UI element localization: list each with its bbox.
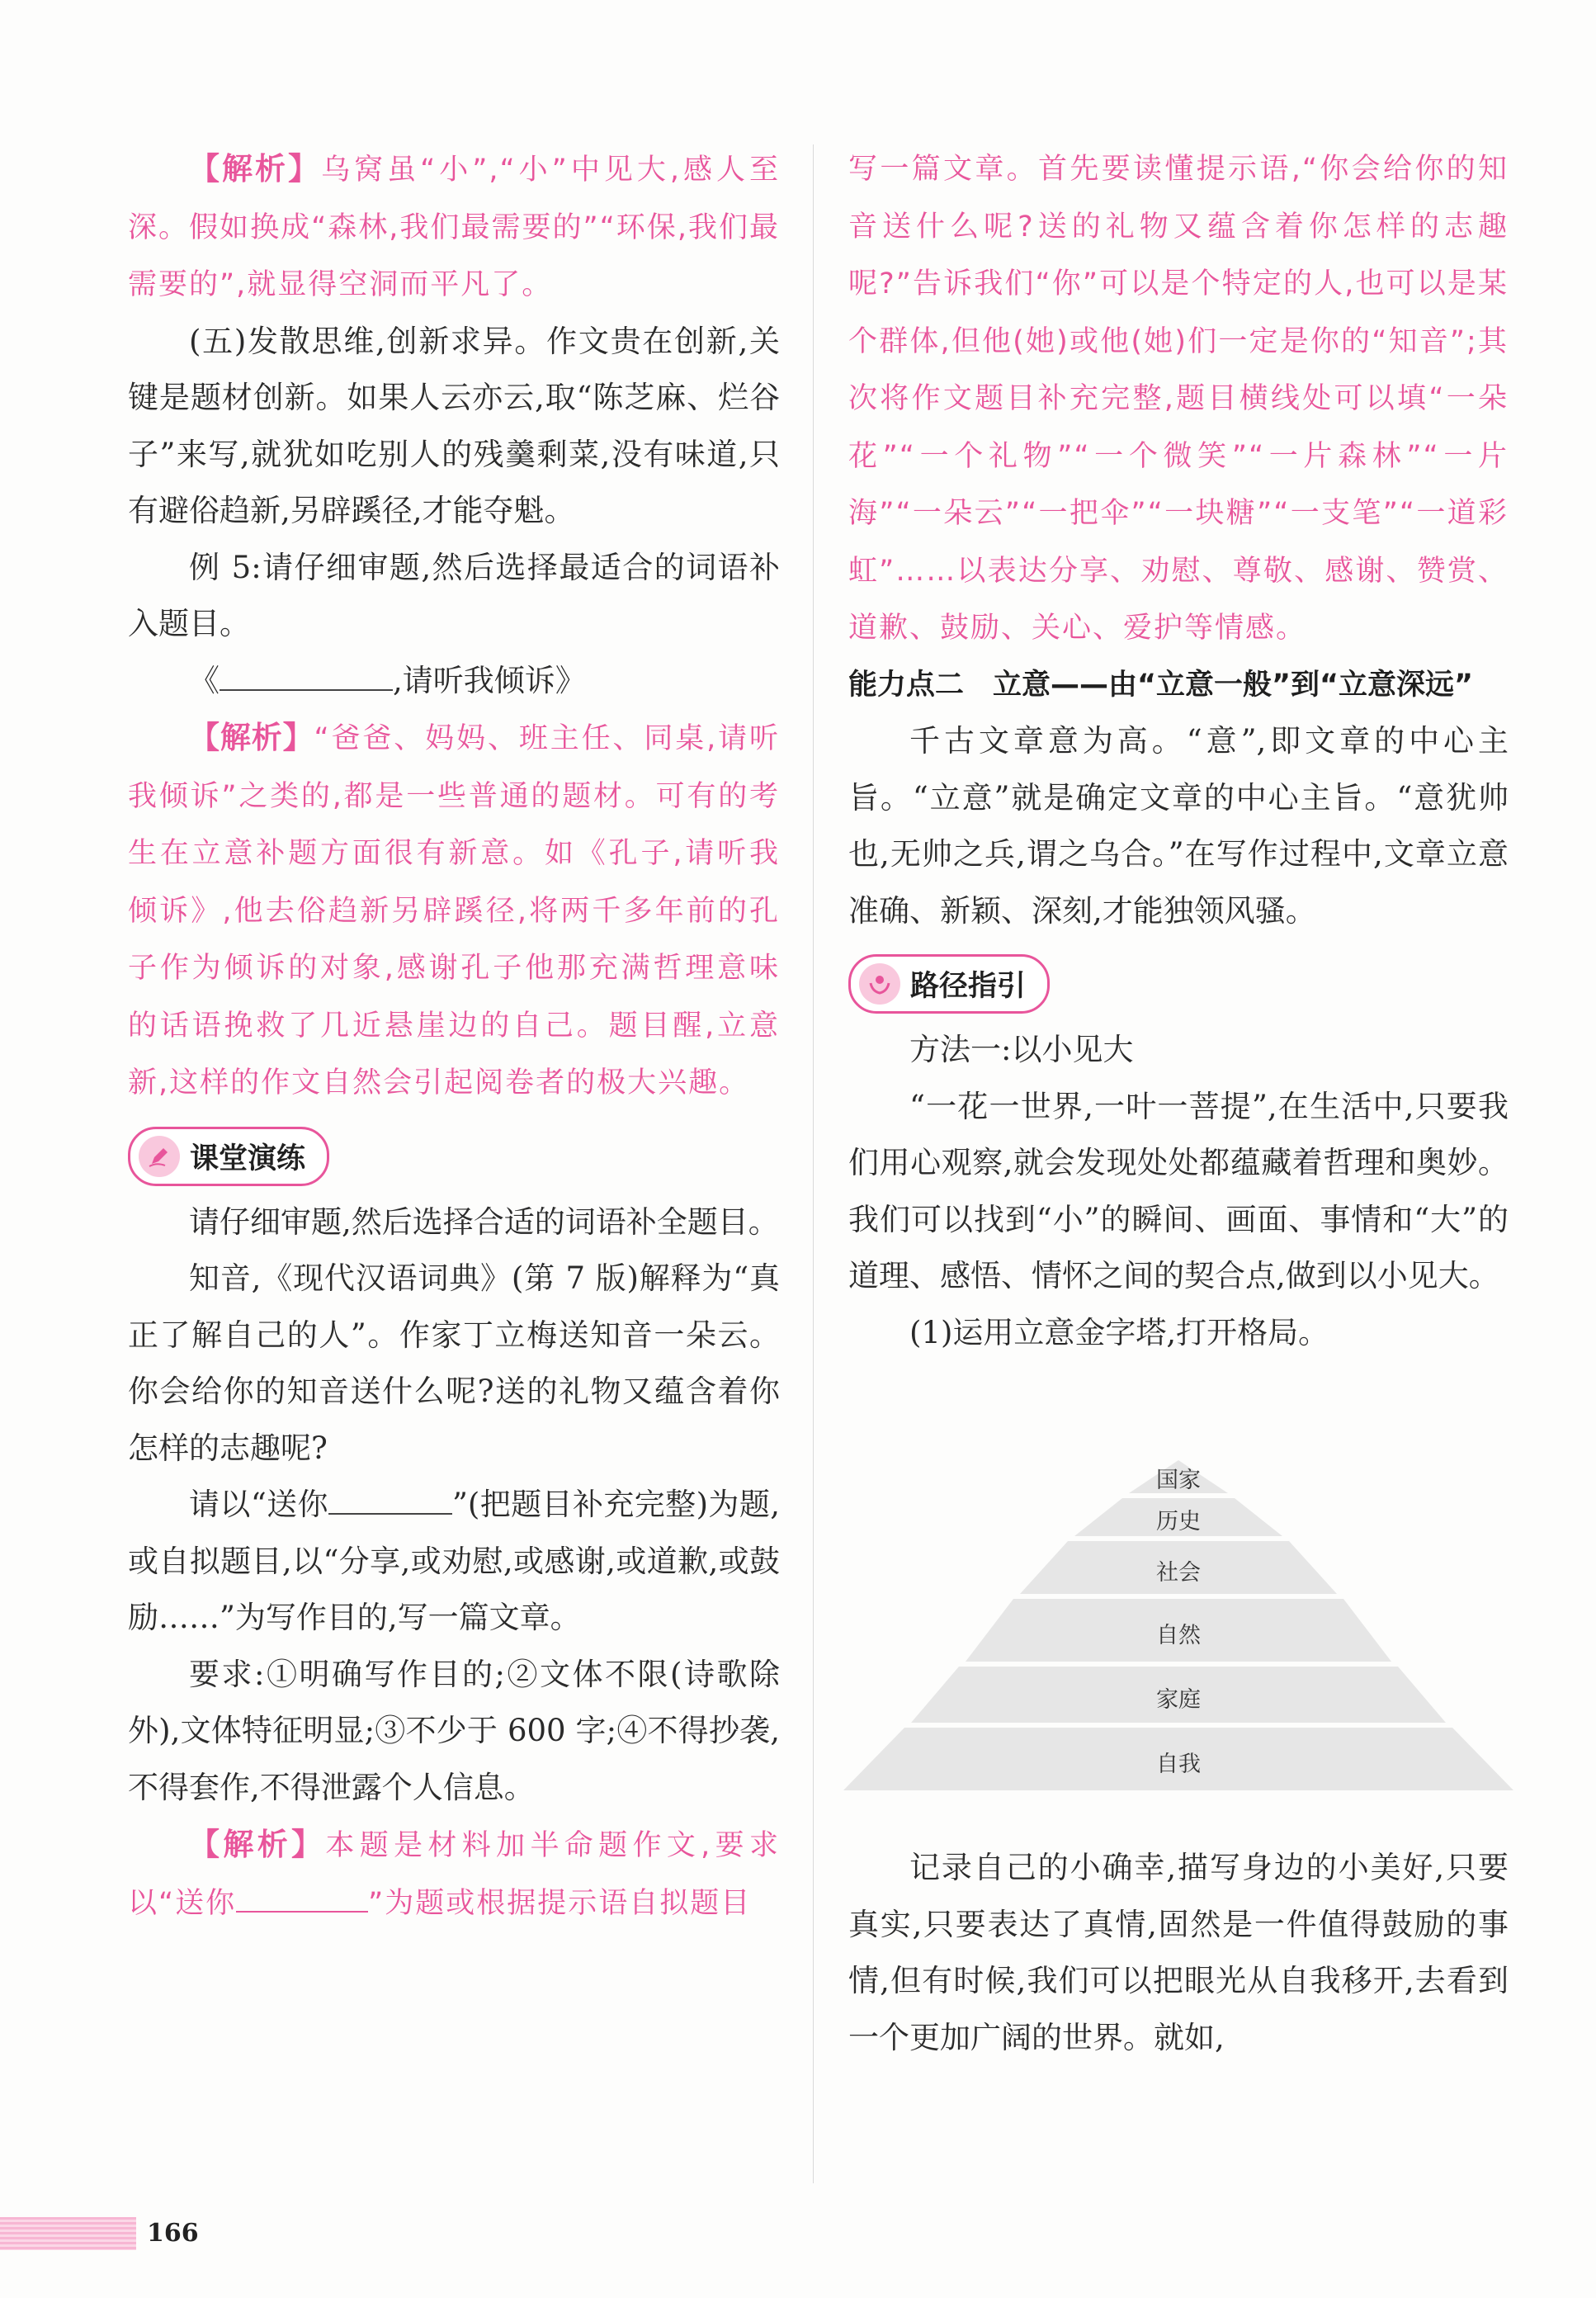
analysis-paragraph-3 xyxy=(128,1816,780,1932)
right-column xyxy=(848,140,1509,2066)
after-pyramid-paragraph: 记录自己的小确幸,描写身边的小美好,只要真实,只要表达了真情,固然是一件值得鼓励的事情,但有时候,我们可以把眼光从自我移开,去看到一个更加广阔的世界。就如, xyxy=(848,1850,1509,2055)
practice-badge-label: 课堂演练 xyxy=(190,1142,306,1175)
page-number: 166 xyxy=(147,2219,199,2248)
practice-text-a: 请以“送你 xyxy=(189,1487,328,1522)
left-column xyxy=(128,140,780,1932)
method-1-text: “一花一世界,一叶一菩提”,在生活中,只要我们用心观察,就会发现处处都蕴藏着哲理和奥妙。我们可以找到“小”的瞬间、画面、事情和“大”的道理、感悟、情怀之间的契合点,做到以小见大。 xyxy=(848,1088,1509,1293)
fill-blank xyxy=(220,661,393,691)
fill-blank xyxy=(328,1485,452,1515)
column-divider xyxy=(813,144,814,2183)
practice-paragraph-3 xyxy=(128,1477,780,1647)
step-1-text: (1)运用立意金字塔,打开格局。 xyxy=(909,1314,1329,1350)
hands-icon xyxy=(859,963,900,1005)
analysis-text-b: ”为题或根据提示语自拟题目 xyxy=(368,1886,752,1920)
method-5-paragraph: (五)发散思维,创新求异。作文贵在创新,关键是题材创新。如果人云亦云,取“陈芝麻、烂谷子”来写,就犹如吃别人的残羹剩菜,没有味道,只有避俗趋新,另辟蹊径,才能夺魁。 xyxy=(128,323,780,528)
analysis-tag: 【解析】 xyxy=(189,1826,326,1862)
analysis-tag: 【解析】 xyxy=(189,150,322,187)
practice-badge xyxy=(128,1127,329,1186)
ideation-pyramid xyxy=(832,1378,1525,1840)
pyramid-label-nature: 自然 xyxy=(1156,1623,1201,1648)
fill-blank xyxy=(236,1883,368,1913)
example-5-paragraph: 例 5:请仔细审题,然后选择最适合的词语补入题目。 xyxy=(128,549,780,641)
title-close: ,请听我倾诉》 xyxy=(393,662,586,698)
practice-text-b: ”(把题目补充完整)为题,或自拟题目,以“分享,或劝慰,或感谢,或道歉,或鼓励……”为写作目的,写一篇文章。 xyxy=(128,1487,781,1635)
ability-point-title: 能力点二 立意——由“立意一般”到“立意深远” xyxy=(848,668,1474,702)
footer-stripe xyxy=(0,2217,136,2250)
pyramid-label-society: 社会 xyxy=(1156,1560,1201,1586)
practice-paragraph-2: 知音,《现代汉语词典》(第 7 版)解释为“真正了解自己的人”。作家丁立梅送知音一朵云。你会给你的知音送什么呢?送的礼物又蕴含着你怎样的志趣呢? xyxy=(128,1260,780,1466)
pyramid-label-family: 家庭 xyxy=(1156,1687,1201,1713)
analysis-text: 乌窝虽“小”,“小”中见大,感人至深。假如换成“森林,我们最需要的”“环保,我们最需要的”,就显得空洞而平凡了。 xyxy=(128,154,781,301)
pencil-icon xyxy=(139,1136,180,1177)
analysis-paragraph-1 xyxy=(128,140,780,314)
example-5-title-line xyxy=(128,653,780,710)
analysis-tag: 【解析】 xyxy=(189,719,314,755)
ability-point-text: 千古文章意为高。“意”,即文章的中心主旨。“立意”就是确定文章的中心主旨。“意犹帅也,无帅之兵,谓之乌合。”在写作过程中,文章立意准确、新颖、深刻,才能独领风骚。 xyxy=(848,723,1509,929)
path-badge xyxy=(848,954,1050,1014)
analysis-continued xyxy=(848,140,1509,657)
analysis-text: “爸爸、妈妈、班主任、同桌,请听我倾诉”之类的,都是一些普通的题材。可有的考生在立意补题方面很有新意。如《孔子,请听我倾诉》,他去俗趋新另辟蹊径,将两千多年前的孔子作为倾诉的对象,感谢孔子他那充满哲理意味的话语挽救了几近悬崖边的自己。题目醒,立意新,这样的作文自然会引起阅卷者的极大兴趣。 xyxy=(128,722,781,1099)
title-open: 《 xyxy=(189,662,220,698)
pyramid-label-history: 历史 xyxy=(1156,1509,1201,1534)
pyramid-label-country: 国家 xyxy=(1156,1468,1201,1493)
analysis-text-a: 本题是材料加半命题作文,要求以“送你 xyxy=(128,1829,780,1920)
practice-paragraph-1: 请仔细审题,然后选择合适的词语补全题目。 xyxy=(189,1203,779,1240)
path-badge-label: 路径指引 xyxy=(910,970,1027,1003)
analysis-text: 写一篇文章。首先要读懂提示语,“你会给你的知音送什么呢?送的礼物又蕴含着你怎样的志趣呢?”告诉我们“你”可以是个特定的人,也可以是某个群体,但他(她)或他(她)们一定是你的“知音”;其次将作文题目补充完整,题目横线处可以填“一朵花”“一个礼物”“一个微笑”“一片森林”“一片海”“一朵云”“一把伞”“一块糖”“一支笔”“一道彩虹”……以表达分享、劝慰、尊敬、感谢、赞赏、道歉、鼓励、关心、爱护等情感。 xyxy=(848,153,1509,645)
pyramid-label-self: 自我 xyxy=(1156,1752,1201,1777)
analysis-paragraph-2 xyxy=(128,709,780,1112)
method-1-heading: 方法一:以小见大 xyxy=(909,1032,1134,1067)
requirements-paragraph: 要求:①明确写作目的;②文体不限(诗歌除外),文体特征明显;③不少于 600 字;④不得抄袭,不得套作,不得泄露个人信息。 xyxy=(128,1656,780,1805)
